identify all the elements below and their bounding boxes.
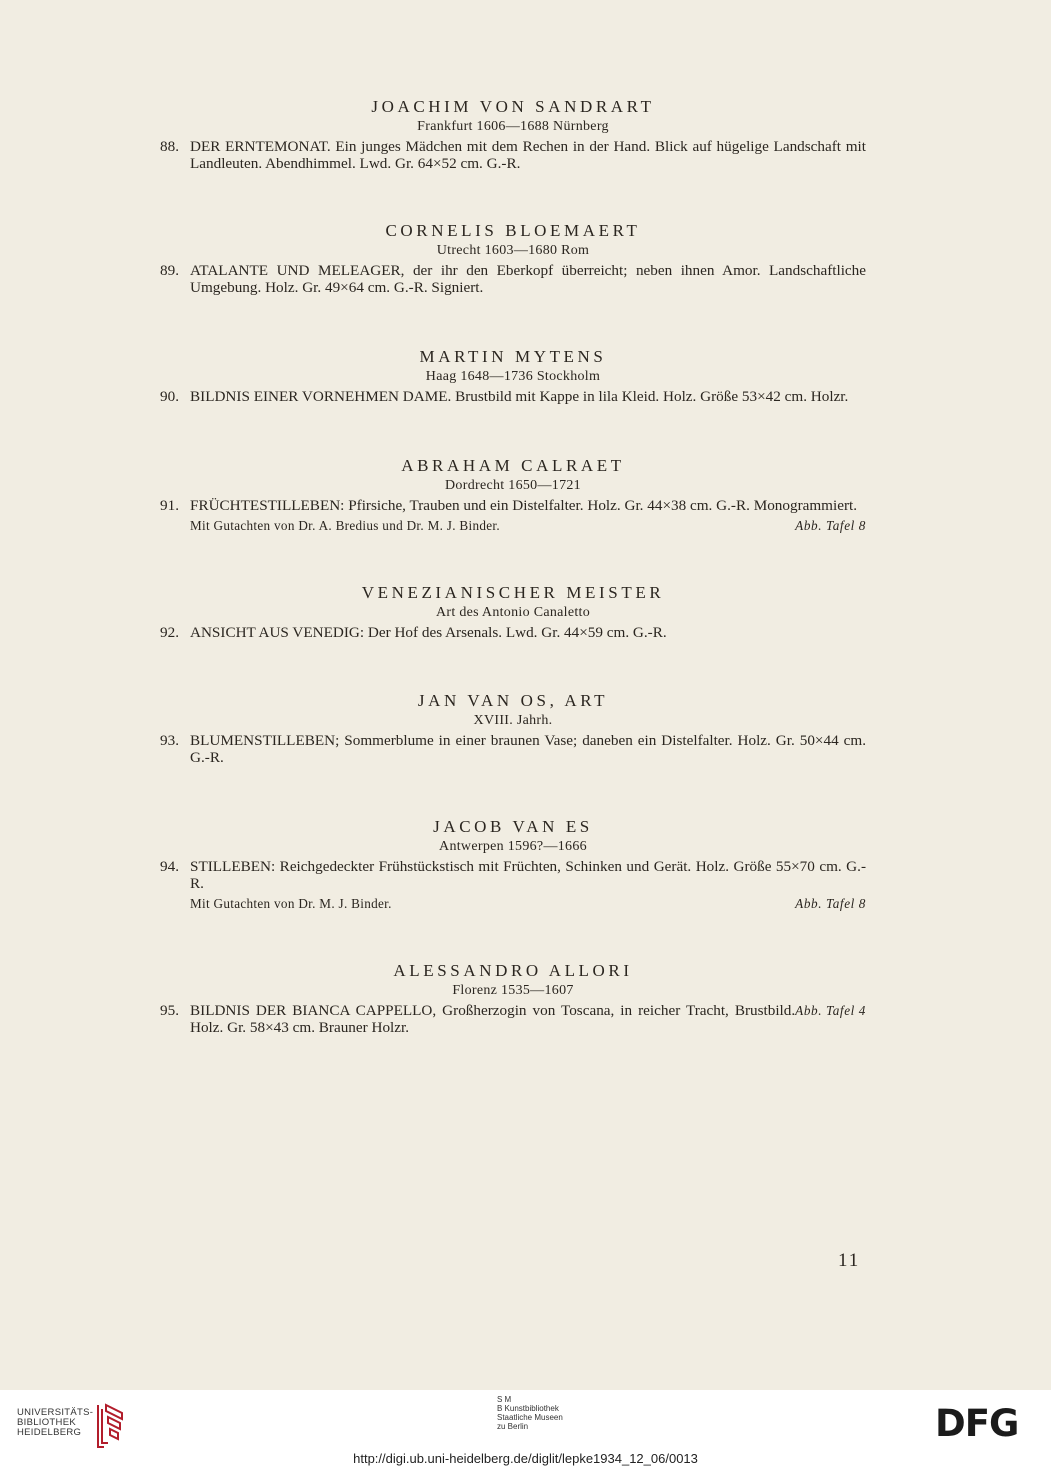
catalog-content bbox=[160, 96, 866, 1036]
artist-dates: Dordrecht 1650—1721 bbox=[445, 478, 581, 493]
dfg-logo: DFG bbox=[935, 1402, 1019, 1445]
university-library-name bbox=[17, 1408, 93, 1438]
entry-text: ANSICHT AUS VENEDIG: Der Hof des Arsenals. Lwd. Gr. 44×59 cm. G.-R. bbox=[190, 624, 667, 641]
page-number: 11 bbox=[838, 1250, 861, 1271]
artist-name: ABRAHAM CALRAET bbox=[401, 456, 625, 475]
entry-text: DER ERNTEMONAT. Ein junges Mädchen mit dem Rechen in der Hand. Blick auf hügelige Landschaft mit Landleuten. Abendhimmel. Lwd. Gr. 64×52 cm. G.-R. bbox=[190, 138, 866, 172]
source-url[interactable]: http://digi.ub.uni-heidelberg.de/diglit/lepke1934_12_06/0013 bbox=[353, 1451, 698, 1466]
entry-number: 90. bbox=[160, 388, 179, 405]
artist-name: MARTIN MYTENS bbox=[419, 347, 607, 366]
artist-dates: Haag 1648—1736 Stockholm bbox=[425, 369, 601, 384]
entry-text: ATALANTE UND MELEAGER, der ihr den Eberkopf überreicht; neben ihnen Amor. Landschaftliche Umgebung. Holz. Gr. 49×64 cm. G.-R. Signiert. bbox=[190, 262, 866, 296]
plate-reference: Abb. Tafel 4 bbox=[795, 1003, 866, 1018]
entry-number: 89. bbox=[160, 262, 179, 279]
entry-text-body: BILDNIS DER BIANCA CAPPELLO, Großherzogin von Toscana, in reicher Tracht, Brustbild. Holz. Gr. 58×43 cm. Brauner Holzr. bbox=[190, 1002, 796, 1036]
note-text: Mit Gutachten von Dr. A. Bredius und Dr. M. J. Binder. bbox=[190, 518, 500, 533]
partner-institution bbox=[497, 1395, 563, 1431]
partner-line: Staatliche Museen bbox=[497, 1413, 563, 1422]
catalog-entry bbox=[160, 388, 866, 405]
artist-dates: Florenz 1535—1607 bbox=[452, 983, 574, 998]
university-line: BIBLIOTHEK bbox=[17, 1417, 76, 1428]
note-text: Mit Gutachten von Dr. M. J. Binder. bbox=[190, 896, 392, 911]
partner-line: B Kunstbibliothek bbox=[497, 1404, 559, 1413]
catalog-entry bbox=[160, 1002, 866, 1036]
digitization-footer bbox=[0, 1390, 1051, 1467]
plate-reference: Abb. Tafel 8 bbox=[795, 896, 866, 911]
plate-reference: Abb. Tafel 8 bbox=[795, 518, 866, 533]
artist-dates: Frankfurt 1606—1688 Nürnberg bbox=[417, 119, 609, 134]
artist-name: JACOB VAN ES bbox=[433, 817, 593, 836]
expert-opinion-note bbox=[190, 516, 866, 535]
catalog-section bbox=[160, 960, 866, 1036]
catalog-section bbox=[160, 220, 866, 296]
university-line: UNIVERSITÄTS- bbox=[17, 1407, 94, 1418]
catalog-section bbox=[160, 346, 866, 405]
catalog-section bbox=[160, 582, 866, 641]
catalog-section bbox=[160, 96, 866, 172]
university-logo-icon bbox=[94, 1403, 128, 1449]
artist-name: JOACHIM VON SANDRART bbox=[371, 97, 655, 116]
artist-name: JAN VAN OS, ART bbox=[417, 691, 609, 710]
catalog-entry bbox=[160, 138, 866, 172]
partner-line: zu Berlin bbox=[497, 1422, 529, 1431]
catalog-entry bbox=[160, 497, 866, 514]
university-line: HEIDELBERG bbox=[17, 1427, 82, 1438]
entry-text: FRÜCHTESTILLEBEN: Pfirsiche, Trauben und ein Distelfalter. Holz. Gr. 44×38 cm. G.-R. Monogrammiert. bbox=[190, 497, 858, 514]
entry-text: BLUMENSTILLEBEN; Sommerblume in einer braunen Vase; daneben ein Distelfalter. Holz. Gr. 50×44 cm. G.-R. bbox=[190, 732, 866, 766]
entry-text: STILLEBEN: Reichgedeckter Frühstückstisch mit Früchten, Schinken und Gerät. Holz. Größe 55×70 cm. G.-R. bbox=[190, 858, 866, 892]
catalog-entry bbox=[160, 262, 866, 296]
catalog-section bbox=[160, 690, 866, 766]
artist-dates: Utrecht 1603—1680 Rom bbox=[436, 243, 590, 258]
expert-opinion-note bbox=[190, 894, 866, 913]
entry-number: 95. bbox=[160, 1002, 179, 1019]
artist-dates: Art des Antonio Canaletto bbox=[435, 605, 591, 620]
entry-number: 94. bbox=[160, 858, 179, 875]
artist-name: ALESSANDRO ALLORI bbox=[393, 961, 633, 980]
entry-number: 93. bbox=[160, 732, 179, 749]
entry-number: 88. bbox=[160, 138, 179, 155]
entry-text bbox=[190, 1002, 866, 1036]
artist-dates: XVIII. Jahrh. bbox=[473, 713, 553, 728]
catalog-section bbox=[160, 455, 866, 535]
artist-dates: Antwerpen 1596?—1666 bbox=[439, 839, 587, 854]
catalog-entry bbox=[160, 858, 866, 892]
catalog-entry bbox=[160, 624, 866, 641]
entry-number: 92. bbox=[160, 624, 179, 641]
catalog-section bbox=[160, 816, 866, 913]
partner-line: S M bbox=[497, 1395, 512, 1404]
entry-text: BILDNIS EINER VORNEHMEN DAME. Brustbild mit Kappe in lila Kleid. Holz. Größe 53×42 cm. Holzr. bbox=[190, 388, 849, 405]
artist-name: CORNELIS BLOEMAERT bbox=[385, 221, 641, 240]
entry-number: 91. bbox=[160, 497, 179, 514]
artist-name: VENEZIANISCHER MEISTER bbox=[361, 583, 665, 602]
catalog-entry bbox=[160, 732, 866, 766]
